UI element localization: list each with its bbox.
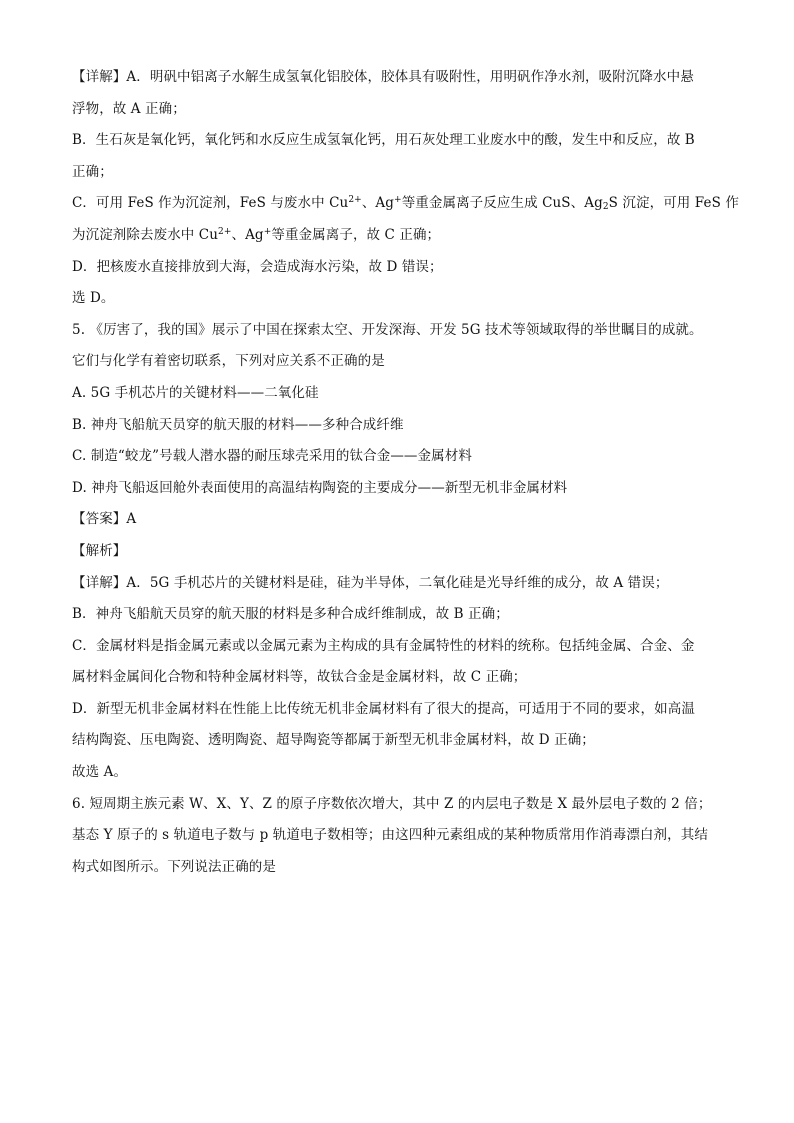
text-run: C. 制造“蛟龙”号载人潜水器的耐压球壳采用的钛合金——金属材料 xyxy=(72,448,472,465)
text-run: B. 神舟飞船航天员穿的航天服的材料——多种合成纤维 xyxy=(72,416,404,433)
text-run: 为沉淀剂除去废水中 Cu xyxy=(72,226,219,243)
text-line xyxy=(72,125,722,157)
text-line xyxy=(72,188,739,220)
text-run: 【详解】A．明矾中铝离子水解生成氢氧化铝胶体，胶体具有吸附性，用明矾作净水剂，吸附沉降水中悬 xyxy=(72,69,694,85)
text-run: 结构陶瓷、压电陶瓷、透明陶瓷、超导陶瓷等都属于新型无机非金属材料，故 D 正确； xyxy=(72,732,595,749)
text-line xyxy=(72,504,722,536)
text-run: 6. 短周期主族元素 W、X、Y、Z 的原子序数依次增大，其中 Z 的内层电子数是 X 最外层电子数的 2 倍； xyxy=(72,795,712,812)
text-run: 构式如图所示。下列说法正确的是 xyxy=(72,858,276,875)
text-run: 故选 A。 xyxy=(72,764,128,781)
text-run: B．神舟飞船航天员穿的航天服的材料是多种合成纤维制成，故 B 正确； xyxy=(72,606,509,623)
text-line xyxy=(72,283,722,315)
text-run: D．新型无机非金属材料在性能上比传统无机非金属材料有了很大的提高，可适用于不同的要求，如高温 xyxy=(72,700,695,717)
text-line xyxy=(72,315,722,347)
text-line xyxy=(72,694,722,726)
text-line xyxy=(72,220,722,252)
subscript: 2 xyxy=(602,202,609,213)
superscript: 2+ xyxy=(348,195,362,206)
text-run: 【答案】A xyxy=(72,511,137,528)
text-line xyxy=(72,378,722,410)
text-run: 等重金属离子反应生成 CuS、Ag xyxy=(401,195,603,212)
text-run: 它们与化学有着密切联系，下列对应关系不正确的是 xyxy=(72,353,385,370)
text-run: C．金属材料是指金属元素或以金属元素为主构成的具有金属特性的材料的统称。包括纯金属、合金、金 xyxy=(72,637,695,654)
text-run: 、Ag xyxy=(361,195,395,212)
text-line xyxy=(72,789,722,821)
text-run: 基态 Y 原子的 s 轨道电子数与 p 轨道电子数相等；由这四种元素组成的某种物质常用作消毒漂白剂，其结 xyxy=(72,827,708,844)
text-run: 属材料金属间化合物和特种金属材料等，故钛合金是金属材料，故 C 正确； xyxy=(72,669,527,686)
text-run: A. 5G 手机芯片的关键材料——二氧化硅 xyxy=(72,384,319,401)
text-run: C．可用 FeS 作为沉淀剂，FeS 与废水中 Cu xyxy=(72,195,349,212)
text-line xyxy=(72,157,722,189)
text-line xyxy=(72,599,722,631)
superscript: + xyxy=(394,195,402,206)
text-run: S 沉淀，可用 FeS 作 xyxy=(608,195,739,212)
text-line xyxy=(72,62,722,94)
text-run: 5. 《厉害了，我的国》展示了中国在探索太空、开发深海、开发 5G 技术等领域取得的举世瞩目的成就。 xyxy=(72,321,703,338)
text-run: 【详解】A．5G 手机芯片的关键材料是硅，硅为半导体，二氧化硅是光导纤维的成分，故 A 错误； xyxy=(72,574,669,591)
text-run: 正确； xyxy=(72,163,113,180)
text-line xyxy=(72,410,722,442)
text-run: 选 D。 xyxy=(72,290,115,307)
text-line xyxy=(72,536,722,568)
text-line xyxy=(72,346,722,378)
text-run: 浮物，故 A 正确； xyxy=(72,100,186,117)
text-run: D．把核废水直接排放到大海，会造成海水污染，故 D 错误； xyxy=(72,258,443,275)
text-line xyxy=(72,820,722,852)
text-line xyxy=(72,252,722,284)
text-line xyxy=(72,725,722,757)
text-run: B．生石灰是氧化钙，氧化钙和水反应生成氢氧化钙，用石灰处理工业废水中的酸，发生中和反应，故 B xyxy=(72,132,695,149)
text-run: 、Ag xyxy=(231,226,264,243)
text-line xyxy=(72,631,722,663)
superscript: + xyxy=(263,226,272,237)
text-run: 等重金属离子，故 C 正确； xyxy=(271,226,441,243)
document-page xyxy=(72,62,739,883)
text-run: 【解析】 xyxy=(72,542,127,559)
text-line xyxy=(72,568,722,600)
text-line xyxy=(72,473,722,505)
text-run: D. 神舟飞船返回舱外表面使用的高温结构陶瓷的主要成分——新型无机非金属材料 xyxy=(72,479,568,496)
text-line xyxy=(72,757,722,789)
text-line xyxy=(72,662,722,694)
text-line xyxy=(72,441,722,473)
text-line xyxy=(72,852,722,884)
text-line xyxy=(72,94,722,126)
superscript: 2+ xyxy=(218,226,232,237)
